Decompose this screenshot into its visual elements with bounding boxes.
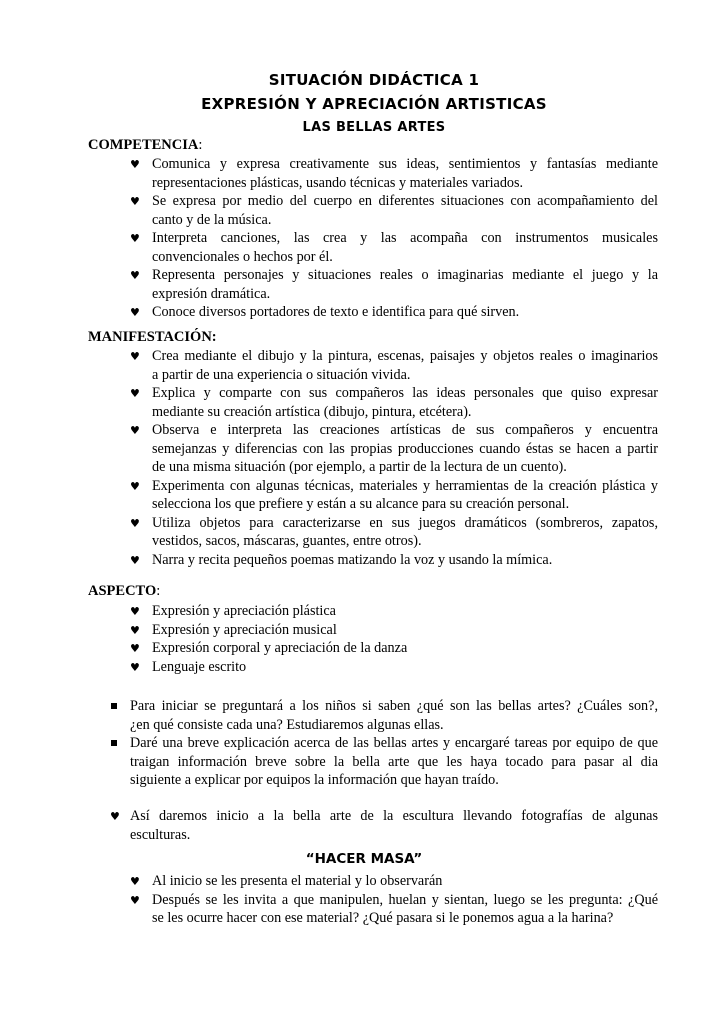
heart-icon: ♥ bbox=[110, 810, 120, 823]
manifestacion-item bbox=[152, 421, 658, 477]
text-line: siguiente a explicar por equipos la información que hayan traído. bbox=[130, 772, 499, 788]
text-line: Lenguaje escrito bbox=[152, 658, 247, 675]
heart-icon: ♥ bbox=[130, 875, 140, 888]
heart-icon: ♥ bbox=[130, 623, 140, 637]
text-line: Daré una breve explicación acerca de las bellas artes y encargaré tareas por equipo de que bbox=[130, 735, 658, 751]
heart-icon: ♥ bbox=[130, 553, 140, 567]
text-line: Narra y recita pequeños poemas matizando la voz y usando la mímica. bbox=[152, 551, 553, 568]
text-line: Experimenta con algunas técnicas, materiales y herramientas de la creación plástica y bbox=[152, 477, 658, 494]
aspecto-item bbox=[152, 639, 658, 658]
text-line: Explica y comparte con sus compañeros las ideas personales que quiso expresar bbox=[152, 385, 658, 401]
title-expresion: EXPRESIÓN Y APRECIACIÓN ARTISTICAS bbox=[201, 95, 547, 113]
title-situacion: SITUACIÓN DIDÁCTICA 1 bbox=[268, 71, 480, 89]
escultura-item bbox=[130, 807, 658, 844]
heart-icon: ♥ bbox=[130, 269, 140, 282]
text-line: vestidos, sacos, máscaras, guantes, entre otros). bbox=[152, 533, 422, 549]
heart-icon: ♥ bbox=[130, 605, 140, 618]
text-line: Se expresa por medio del cuerpo en diferentes situaciones con acompañamiento del bbox=[152, 193, 658, 209]
text-line: a partir de una experiencia o situación vivida. bbox=[152, 366, 411, 383]
text-line: Al inicio se les presenta el material y lo observarán bbox=[152, 873, 443, 889]
text-line: convencionales o hechos por él. bbox=[152, 248, 333, 265]
heart-icon: ♥ bbox=[130, 424, 140, 437]
heart-icon: ♥ bbox=[130, 350, 140, 363]
competencia-item bbox=[152, 155, 658, 192]
competencia-item bbox=[152, 303, 658, 322]
text-line: traigan información breve sobre la bella arte que les haya tocado para pasar al dia bbox=[130, 753, 658, 770]
text-line: Así daremos inicio a la bella arte de la escultura llevando fotografías de algunas bbox=[130, 808, 658, 824]
text-line: representaciones plásticas, usando técnicas y materiales variados. bbox=[152, 174, 524, 191]
title-bellas-artes: LAS BELLAS ARTES bbox=[302, 120, 446, 135]
text-line: selecciona los que prefiere y están a su alcance para su creación personal. bbox=[152, 496, 570, 512]
text-line: semejanzas y diferencias con las propias producciones cuando éstas se hacen a partir bbox=[152, 440, 658, 457]
actividad-item bbox=[130, 734, 658, 790]
heart-icon: ♥ bbox=[130, 642, 140, 655]
competencia-item bbox=[152, 229, 658, 266]
aspecto-item bbox=[152, 658, 658, 677]
text-line: Expresión corporal y apreciación de la danza bbox=[152, 640, 408, 656]
manifestacion-item bbox=[152, 384, 658, 421]
manifestacion-item bbox=[152, 551, 658, 570]
heart-icon: ♥ bbox=[130, 660, 140, 674]
hacer-masa-item bbox=[152, 872, 658, 891]
text-line: canto y de la música. bbox=[152, 211, 272, 228]
heart-icon: ♥ bbox=[130, 479, 140, 493]
heart-icon: ♥ bbox=[130, 306, 140, 319]
aspecto-item bbox=[152, 602, 658, 621]
text-line: Después se les invita a que manipulen, huelan y sientan, luego se les pregunta: ¿Qué bbox=[152, 891, 658, 908]
text-line: ¿en qué consiste cada una? Estudiaremos algunas ellas. bbox=[130, 716, 444, 733]
heart-icon: ♥ bbox=[130, 516, 140, 530]
heading-manifestacion: MANIFESTACIÓN: bbox=[88, 329, 217, 345]
text-line: expresión dramática. bbox=[152, 285, 271, 302]
square-bullet-icon bbox=[111, 740, 117, 746]
text-line: Crea mediante el dibujo y la pintura, escenas, paisajes y objetos reales o imaginarios bbox=[152, 348, 658, 364]
heart-icon: ♥ bbox=[130, 158, 140, 171]
text-line: Representa personajes y situaciones reales o imaginarias mediante el juego y la bbox=[152, 267, 658, 283]
manifestacion-item bbox=[152, 477, 658, 514]
text-line: Expresión y apreciación musical bbox=[152, 621, 337, 638]
heart-icon: ♥ bbox=[130, 195, 140, 208]
competencia-item bbox=[152, 266, 658, 303]
heading-aspecto: ASPECTO: bbox=[88, 583, 161, 599]
text-line: Comunica y expresa creativamente sus ideas, sentimientos y fantasías mediante bbox=[152, 156, 658, 172]
heart-icon: ♥ bbox=[130, 893, 140, 907]
hacer-masa-item bbox=[152, 891, 658, 928]
heading-competencia: COMPETENCIA: bbox=[88, 137, 203, 153]
text-line: mediante su creación artística (dibujo, pintura, etcétera). bbox=[152, 403, 472, 420]
aspecto-item bbox=[152, 621, 658, 640]
text-line: Interpreta canciones, las crea y las acompaña con instrumentos musicales bbox=[152, 230, 658, 246]
text-line: Expresión y apreciación plástica bbox=[152, 603, 336, 619]
manifestacion-item bbox=[152, 347, 658, 384]
heading-hacer-masa: “HACER MASA” bbox=[305, 851, 423, 867]
text-line: Utiliza objetos para caracterizarse en sus juegos dramáticos (sombreros, zapatos, bbox=[152, 514, 658, 531]
text-line: esculturas. bbox=[130, 826, 191, 843]
text-line: de una misma situación (por ejemplo, a partir de la lectura de un cuento). bbox=[152, 459, 567, 475]
heart-icon: ♥ bbox=[130, 387, 140, 400]
text-line: Observa e interpreta las creaciones artísticas de sus compañeros y encuentra bbox=[152, 422, 658, 438]
competencia-item bbox=[152, 192, 658, 229]
square-bullet-icon bbox=[111, 703, 117, 709]
text-line: Conoce diversos portadores de texto e identifica para qué sirven. bbox=[152, 304, 520, 320]
actividad-item bbox=[130, 697, 658, 734]
text-line: Para iniciar se preguntará a los niños si saben ¿qué son las bellas artes? ¿Cuáles son?, bbox=[130, 698, 658, 714]
text-line: se les ocurre hacer con ese material? ¿Qué pasara si le ponemos agua a la harina? bbox=[152, 910, 614, 926]
manifestacion-item bbox=[152, 514, 658, 551]
heart-icon: ♥ bbox=[130, 232, 140, 245]
